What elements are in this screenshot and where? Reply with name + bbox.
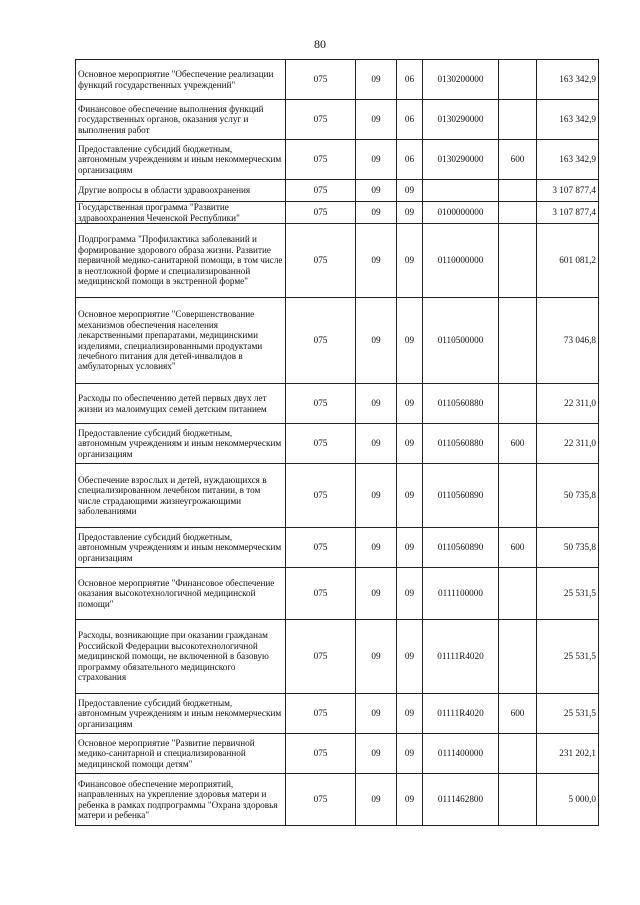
section-code-cell: 09: [356, 528, 397, 568]
target-article-cell: 0110560880: [423, 424, 499, 464]
amount-cell: 22 311,0: [537, 424, 599, 464]
table-row: [76, 384, 599, 424]
expense-type-cell: [499, 774, 537, 826]
subsection-code-cell: 09: [397, 774, 423, 826]
section-code-cell: 09: [356, 100, 397, 140]
section-code-cell: 09: [356, 202, 397, 224]
ministry-code-cell: 075: [286, 180, 356, 202]
amount-cell: 22 311,0: [537, 384, 599, 424]
target-article-cell: 0111400000: [423, 734, 499, 774]
subsection-code-cell: 09: [397, 384, 423, 424]
section-code-cell: 09: [356, 774, 397, 826]
amount-cell: 163 342,9: [537, 140, 599, 180]
ministry-code-cell: 075: [286, 202, 356, 224]
ministry-code-cell: 075: [286, 224, 356, 298]
amount-cell: 3 107 877,4: [537, 180, 599, 202]
amount-cell: 3 107 877,4: [537, 202, 599, 224]
row-name-cell: Государственная программа "Развитие здравоохранения Чеченской Республики": [76, 202, 286, 224]
section-code-cell: 09: [356, 384, 397, 424]
subsection-code-cell: 09: [397, 180, 423, 202]
section-code-cell: 09: [356, 734, 397, 774]
section-code-cell: 09: [356, 298, 397, 384]
target-article-cell: 0111100000: [423, 568, 499, 620]
subsection-code-cell: 09: [397, 224, 423, 298]
page-number: 80: [314, 37, 326, 51]
expense-type-cell: 600: [499, 140, 537, 180]
section-code-cell: 09: [356, 464, 397, 528]
table-row: [76, 140, 599, 180]
expense-type-cell: 600: [499, 424, 537, 464]
subsection-code-cell: 06: [397, 100, 423, 140]
table-row: [76, 528, 599, 568]
amount-cell: 25 531,5: [537, 620, 599, 694]
section-code-cell: 09: [356, 180, 397, 202]
table-row: [76, 774, 599, 826]
table-row: [76, 620, 599, 694]
expense-type-cell: [499, 298, 537, 384]
expense-type-cell: 600: [499, 694, 537, 734]
expense-type-cell: [499, 384, 537, 424]
section-code-cell: 09: [356, 620, 397, 694]
table-row: [76, 180, 599, 202]
expense-type-cell: [499, 202, 537, 224]
row-name-cell: Предоставление субсидий бюджетным, автономным учреждениям и иным некоммерческим организациям: [76, 140, 286, 180]
subsection-code-cell: 09: [397, 298, 423, 384]
row-name-cell: Основное мероприятие "Обеспечение реализации функций государственных учреждений": [76, 60, 286, 100]
target-article-cell: 0110500000: [423, 298, 499, 384]
amount-cell: 25 531,5: [537, 568, 599, 620]
target-article-cell: 0110560890: [423, 464, 499, 528]
subsection-code-cell: 06: [397, 140, 423, 180]
ministry-code-cell: 075: [286, 774, 356, 826]
section-code-cell: 09: [356, 60, 397, 100]
subsection-code-cell: 09: [397, 464, 423, 528]
table-body: [76, 60, 599, 826]
row-name-cell: Основное мероприятие "Финансовое обеспечение оказания высокотехнологичной медицинской помощи": [76, 568, 286, 620]
target-article-cell: 0110000000: [423, 224, 499, 298]
amount-cell: 50 735,8: [537, 528, 599, 568]
ministry-code-cell: 075: [286, 694, 356, 734]
expense-type-cell: [499, 180, 537, 202]
ministry-code-cell: 075: [286, 528, 356, 568]
amount-cell: 231 202,1: [537, 734, 599, 774]
amount-cell: 50 735,8: [537, 464, 599, 528]
table-row: [76, 100, 599, 140]
table-row: [76, 424, 599, 464]
row-name-cell: Другие вопросы в области здравоохранения: [76, 180, 286, 202]
target-article-cell: 0111462800: [423, 774, 499, 826]
ministry-code-cell: 075: [286, 60, 356, 100]
expense-type-cell: 600: [499, 528, 537, 568]
row-name-cell: Предоставление субсидий бюджетным, автономным учреждениям и иным некоммерческим организациям: [76, 694, 286, 734]
expense-type-cell: [499, 100, 537, 140]
ministry-code-cell: 075: [286, 620, 356, 694]
amount-cell: 163 342,9: [537, 60, 599, 100]
table-row: [76, 464, 599, 528]
table-row: [76, 60, 599, 100]
row-name-cell: Расходы по обеспечению детей первых двух лет жизни из малоимущих семей детским питанием: [76, 384, 286, 424]
ministry-code-cell: 075: [286, 568, 356, 620]
target-article-cell: 0110560880: [423, 384, 499, 424]
target-article-cell: 0110560890: [423, 528, 499, 568]
section-code-cell: 09: [356, 568, 397, 620]
section-code-cell: 09: [356, 424, 397, 464]
subsection-code-cell: 09: [397, 568, 423, 620]
row-name-cell: Финансовое обеспечение мероприятий, направленных на укрепление здоровья матери и ребенка в рамках подпрограммы "Охрана здоровья матери и ребенка": [76, 774, 286, 826]
subsection-code-cell: 09: [397, 528, 423, 568]
row-name-cell: Расходы, возникающие при оказании гражданам Российской Федерации высокотехнологичной медицинской помощи, не включенной в базовую программу обязательного медицинского страхования: [76, 620, 286, 694]
amount-cell: 163 342,9: [537, 100, 599, 140]
ministry-code-cell: 075: [286, 464, 356, 528]
target-article-cell: [423, 180, 499, 202]
target-article-cell: 0130290000: [423, 140, 499, 180]
target-article-cell: 01111R4020: [423, 694, 499, 734]
table-row: [76, 734, 599, 774]
target-article-cell: 01111R4020: [423, 620, 499, 694]
expense-type-cell: [499, 568, 537, 620]
section-code-cell: 09: [356, 224, 397, 298]
row-name-cell: Предоставление субсидий бюджетным, автономным учреждениям и иным некоммерческим организациям: [76, 528, 286, 568]
ministry-code-cell: 075: [286, 424, 356, 464]
budget-table: [75, 59, 599, 826]
subsection-code-cell: 09: [397, 202, 423, 224]
ministry-code-cell: 075: [286, 384, 356, 424]
target-article-cell: 0130290000: [423, 100, 499, 140]
table-row: [76, 202, 599, 224]
target-article-cell: 0130200000: [423, 60, 499, 100]
expense-type-cell: [499, 734, 537, 774]
row-name-cell: Обеспечение взрослых и детей, нуждающихся в специализированном лечебном питании, в том числе страдающими жизнеугрожающими заболеваниями: [76, 464, 286, 528]
table-row: [76, 224, 599, 298]
amount-cell: 5 000,0: [537, 774, 599, 826]
row-name-cell: Подпрограмма "Профилактика заболеваний и формирование здорового образа жизни. Развитие первичной медико-санитарной помощи, в том числе в неотложной форме и специализированной медицинской помощи в экстренной форме": [76, 224, 286, 298]
row-name-cell: Финансовое обеспечение выполнения функций государственных органов, оказания услуг и выполнения работ: [76, 100, 286, 140]
ministry-code-cell: 075: [286, 140, 356, 180]
row-name-cell: Основное мероприятие "Развитие первичной медико-санитарной и специализированной медицинской помощи детям": [76, 734, 286, 774]
amount-cell: 601 081,2: [537, 224, 599, 298]
expense-type-cell: [499, 620, 537, 694]
amount-cell: 73 046,8: [537, 298, 599, 384]
table-row: [76, 694, 599, 734]
subsection-code-cell: 09: [397, 620, 423, 694]
expense-type-cell: [499, 60, 537, 100]
row-name-cell: Предоставление субсидий бюджетным, автономным учреждениям и иным некоммерческим организациям: [76, 424, 286, 464]
subsection-code-cell: 09: [397, 734, 423, 774]
section-code-cell: 09: [356, 140, 397, 180]
table-row: [76, 568, 599, 620]
ministry-code-cell: 075: [286, 734, 356, 774]
target-article-cell: 0100000000: [423, 202, 499, 224]
subsection-code-cell: 09: [397, 424, 423, 464]
subsection-code-cell: 09: [397, 694, 423, 734]
section-code-cell: 09: [356, 694, 397, 734]
expense-type-cell: [499, 464, 537, 528]
amount-cell: 25 531,5: [537, 694, 599, 734]
ministry-code-cell: 075: [286, 100, 356, 140]
subsection-code-cell: 06: [397, 60, 423, 100]
table-row: [76, 298, 599, 384]
ministry-code-cell: 075: [286, 298, 356, 384]
expense-type-cell: [499, 224, 537, 298]
row-name-cell: Основное мероприятие "Совершенствование механизмов обеспечения населения лекарственными препаратами, медицинскими изделиями, специализированными продуктами лечебного питания для детей-инвалидов в амбулаторных условиях": [76, 298, 286, 384]
